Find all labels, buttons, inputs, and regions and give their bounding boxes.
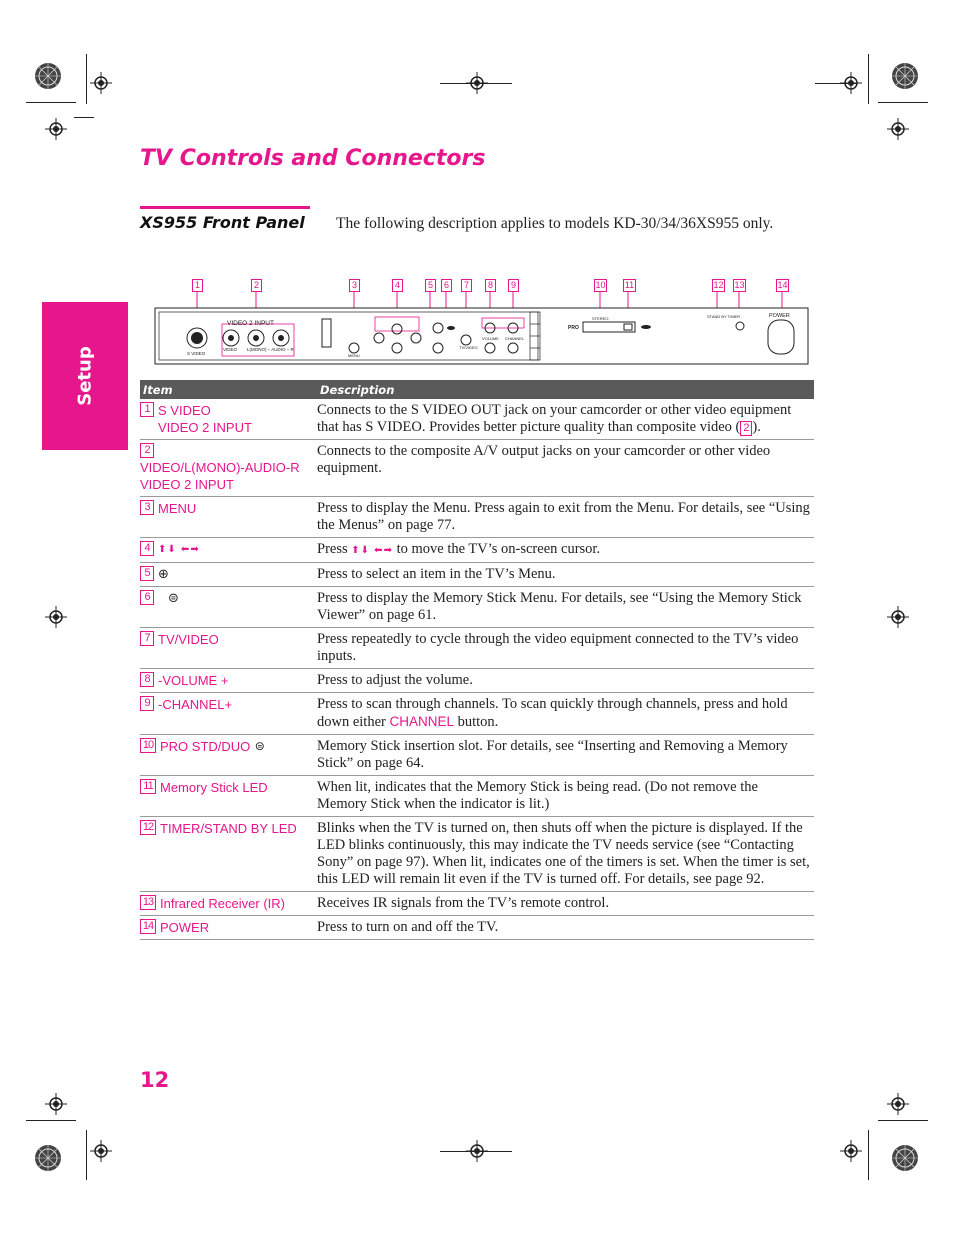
item-number: 12 [140,820,156,835]
item-number: 5 [140,566,154,581]
rosette-mark-icon [891,1144,919,1172]
table-row [140,628,814,669]
item-number: 1 [140,402,154,417]
front-panel-diagram [150,290,812,370]
item-number: 3 [140,500,154,515]
item-description: Press to select an item in the TV’s Menu. [317,563,814,587]
panel-label-stereo: STEREO [592,316,609,321]
item-number: 2 [140,443,154,458]
item-label: POWER [160,920,210,935]
panel-label-video: VIDEO [223,347,238,352]
panel-label-power: POWER [769,313,790,319]
rosette-mark-icon [34,62,62,90]
item-label: Memory Stick LED [160,780,268,795]
table-header-row [140,380,814,399]
panel-label-s-video: S VIDEO [187,351,206,356]
item-label-sub: VIDEO 2 INPUT [140,477,234,492]
table-row [140,916,814,940]
callout-5: 5 [425,279,436,292]
item-number: 6 [140,590,154,605]
callout-14: 14 [777,280,788,290]
item-label: -VOLUME + [158,673,229,688]
item-number: 11 [140,779,156,794]
section-rule [140,206,310,209]
item-number: 10 [140,738,156,753]
panel-label-menu: MENU [348,353,360,358]
header-description: Description [317,380,814,399]
callout-9: 9 [508,279,519,292]
item-number: 7 [140,631,154,646]
registration-mark-icon [840,72,862,94]
item-description: Connects to the S VIDEO OUT jack on your camcorder or other video equipment that has S VIDEO. Provides better picture quality than composite video ( 2 ). [317,399,814,440]
memory-stick-icon: ⊜ [168,591,180,606]
item-description: Press ⬆⬇ ⬅➡ to move the TV’s on-screen cursor. [317,538,814,563]
callout-10: 10 [595,280,606,290]
item-label: TIMER/STAND BY LED [160,821,297,836]
item-description: Press to display the Memory Stick Menu. For details, see “Using the Memory Stick Viewer” on page 61. [317,587,814,628]
page-title: TV Controls and Connectors [140,146,486,171]
registration-mark-icon [45,1093,67,1115]
registration-mark-icon [90,72,112,94]
arrow-keys-icon: ⬆⬇ ⬅➡ [158,544,200,555]
table-row [140,669,814,693]
item-label: TV/VIDEO [158,632,219,647]
inline-ref-number: 2 [740,421,752,436]
table-row [140,693,814,735]
item-number: 13 [140,895,156,910]
item-label: PRO STD/DUO [160,739,251,754]
panel-label-video2-input: VIDEO 2 INPUT [227,320,274,327]
registration-mark-icon [45,606,67,628]
select-icon: ⊕ [158,567,170,582]
registration-mark-icon [887,118,909,140]
page-number: 12 [140,1068,170,1092]
panel-label-tv-video: TV/VIDEO [459,345,478,350]
registration-mark-icon [45,118,67,140]
side-tab-label: Setup [74,346,96,406]
registration-mark-icon [887,606,909,628]
callout-1: 1 [192,279,203,292]
callout-7: 7 [461,279,472,292]
table-row [140,892,814,916]
callout-11: 11 [624,280,635,290]
callout-6: 6 [441,279,452,292]
item-description: Connects to the composite A/V output jacks on your camcorder or other video equipment. [317,440,814,497]
item-description: Memory Stick insertion slot. For details, see “Inserting and Removing a Memory Stick” on page 64. [317,735,814,776]
panel-label-volume: VOLUME [482,336,499,341]
item-description: Press to scan through channels. To scan quickly through channels, press and hold down either CHANNEL button. [317,693,814,735]
intro-text: The following description applies to models KD-30/34/36XS955 only. [336,215,774,232]
callout-4: 4 [392,279,403,292]
table-row [140,538,814,563]
callout-3: 3 [349,279,360,292]
panel-label-channel: CHANNEL [505,336,525,341]
item-description: Press to display the Menu. Press again to exit from the Menu. For details, see “Using the Menus” on page 77. [317,497,814,538]
panel-label-stand-by-timer: STAND BY TIMER [707,314,741,319]
table-row [140,497,814,538]
table-row [140,587,814,628]
registration-mark-icon [887,1093,909,1115]
item-number: 8 [140,672,154,687]
table-row [140,563,814,587]
memory-stick-icon: ⊜ [254,739,266,753]
header-item: Item [140,380,317,399]
item-description: Blinks when the TV is turned on, then shuts off when the picture is displayed. If the LED blinks continuously, this may indicate the TV needs service (see “Contacting Sony” on page 97). When lit, indicates one of the timers is set. When the timer is set, this LED will remain lit even if the TV is turned off. For details, see page 92. [317,817,814,892]
table-row [140,440,814,497]
item-label-sub: VIDEO 2 INPUT [158,420,252,435]
table-row [140,817,814,892]
inline-ref-label: CHANNEL [389,714,454,729]
callout-2: 2 [251,279,262,292]
item-label: -CHANNEL+ [158,697,233,712]
item-description: Receives IR signals from the TV’s remote control. [317,892,814,916]
item-description: When lit, indicates that the Memory Stick is being read. (Do not remove the Memory Stick when the indicator is lit.) [317,776,814,817]
rosette-mark-icon [34,1144,62,1172]
arrow-keys-icon: ⬆⬇ ⬅➡ [351,545,393,556]
item-description: Press to turn on and off the TV. [317,916,814,940]
panel-label-pro: PRO [568,325,579,331]
item-label: VIDEO/L(MONO)-AUDIO-R [140,460,300,475]
registration-mark-icon [840,1140,862,1162]
item-label: S VIDEO [158,403,211,418]
callout-8: 8 [485,279,496,292]
registration-mark-icon [90,1140,112,1162]
rosette-mark-icon [891,62,919,90]
panel-label-audio: L(MONO) – AUDIO – R [247,347,294,352]
item-number: 4 [140,541,154,556]
side-tab [42,302,128,450]
table-row [140,735,814,776]
table-row [140,399,814,440]
table-row [140,776,814,817]
controls-table [140,380,814,940]
item-number: 9 [140,696,154,711]
item-number: 14 [140,919,156,934]
item-label: Infrared Receiver (IR) [160,896,285,911]
callout-13: 13 [734,280,745,290]
callout-12: 12 [713,280,724,290]
section-title: XS955 Front Panel [140,213,305,232]
item-description: Press to adjust the volume. [317,669,814,693]
item-label: MENU [158,501,197,516]
item-description: Press repeatedly to cycle through the video equipment connected to the TV’s video inputs. [317,628,814,669]
